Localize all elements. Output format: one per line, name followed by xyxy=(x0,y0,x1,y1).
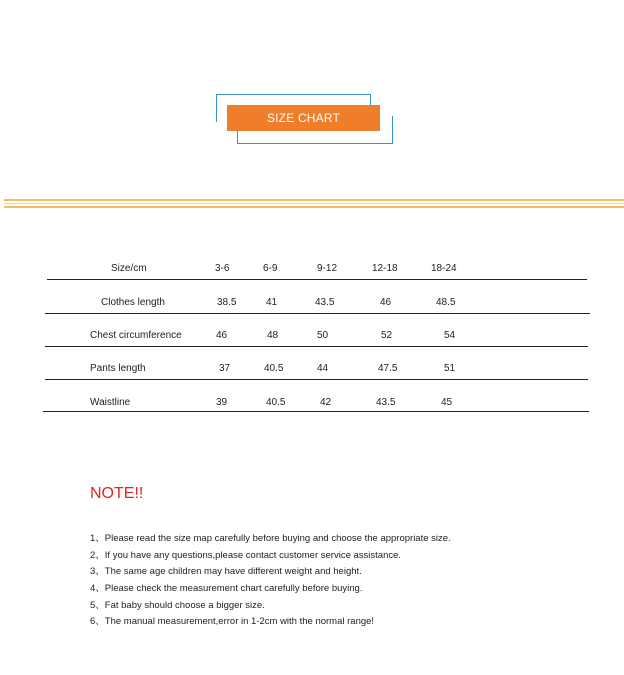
note-item: 1、Please read the size map carefully before buying and choose the appropriate size. xyxy=(90,533,451,544)
note-item: 4、Please check the measurement chart carefully before buying. xyxy=(90,583,363,594)
table-cell: 41 xyxy=(266,297,278,308)
table-row-label: Chest circumference xyxy=(90,330,182,341)
table-header-col: 6-9 xyxy=(263,263,278,274)
table-cell: 48.5 xyxy=(436,297,456,308)
gold-divider-line xyxy=(4,203,624,204)
table-cell: 40.5 xyxy=(266,397,286,408)
table-rule xyxy=(43,411,589,412)
table-cell: 46 xyxy=(216,330,228,341)
table-header-col: 12-18 xyxy=(372,263,398,274)
table-rule xyxy=(45,379,588,380)
table-rule xyxy=(47,279,587,280)
table-cell: 54 xyxy=(444,330,456,341)
table-cell: 37 xyxy=(219,363,231,374)
note-item: 6、The manual measurement,error in 1-2cm with the normal range! xyxy=(90,616,375,627)
note-item: 5、Fat baby should choose a bigger size. xyxy=(90,600,265,611)
table-cell: 40.5 xyxy=(264,363,284,374)
table-cell: 45 xyxy=(441,397,453,408)
table-cell: 43.5 xyxy=(376,397,396,408)
table-header-col: 3-6 xyxy=(215,263,230,274)
table-row-label: Pants length xyxy=(90,363,146,374)
table-rule xyxy=(45,313,590,314)
table-row-label: Clothes length xyxy=(101,297,165,308)
table-cell: 42 xyxy=(320,397,332,408)
note-item: 2、If you have any questions,please contact customer service assistance. xyxy=(90,550,402,561)
gold-divider-line xyxy=(4,199,624,201)
table-header-size: Size/cm xyxy=(111,263,147,274)
table-cell: 50 xyxy=(317,330,329,341)
table-cell: 47.5 xyxy=(378,363,398,374)
gold-divider-line xyxy=(4,206,624,208)
note-item: 3、The same age children may have different weight and height. xyxy=(90,566,362,577)
table-cell: 51 xyxy=(444,363,456,374)
table-cell: 46 xyxy=(380,297,392,308)
table-cell: 48 xyxy=(267,330,279,341)
table-cell: 38.5 xyxy=(217,297,237,308)
table-header-col: 18-24 xyxy=(431,263,457,274)
table-cell: 39 xyxy=(216,397,228,408)
table-cell: 43.5 xyxy=(315,297,335,308)
size-chart-banner: SIZE CHART xyxy=(227,105,380,131)
table-header-col: 9-12 xyxy=(317,263,338,274)
table-rule xyxy=(45,346,588,347)
table-cell: 52 xyxy=(381,330,393,341)
note-title: NOTE!! xyxy=(90,485,144,502)
table-cell: 44 xyxy=(317,363,329,374)
table-row-label: Waistline xyxy=(90,397,131,408)
